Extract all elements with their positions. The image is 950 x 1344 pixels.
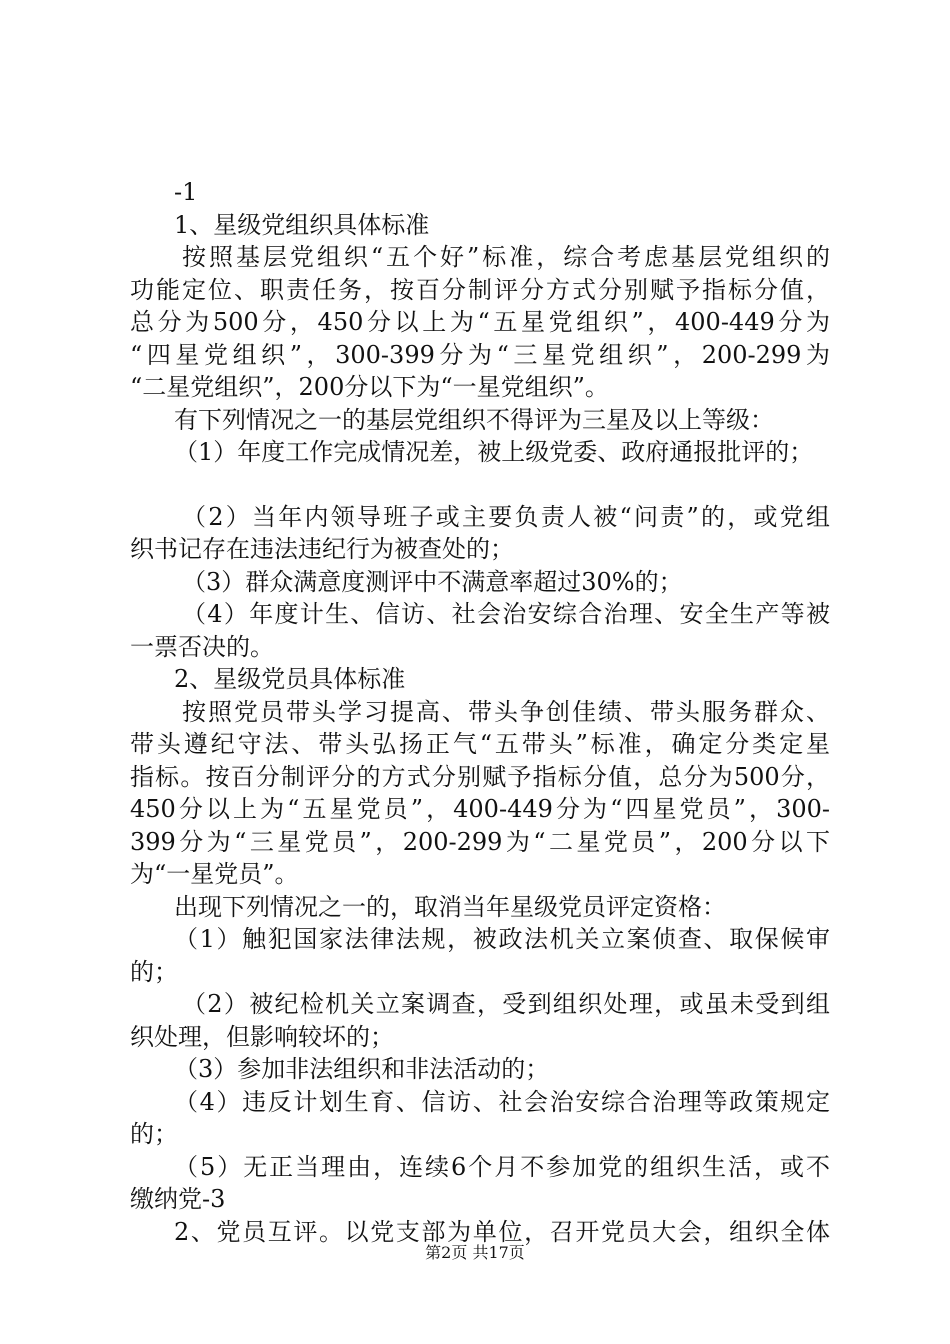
text-line: （3）群众满意度测评中不满意率超过30%的； (182, 567, 683, 596)
text-line: 织书记存在违法违纪行为被查处的； (130, 535, 514, 563)
text-line: （4）年度计生、信访、社会治安综合治理、安全生产等被 (182, 600, 830, 628)
text-line: -1 (174, 178, 198, 206)
page-footer: 第2页 共17页 (425, 1243, 525, 1262)
text-line: 有下列情况之一的基层党组织不得评为三星及以上等级： (174, 405, 774, 434)
text-line: 为“一星党员”。 (130, 860, 299, 888)
text-line: 按照党员带头学习提高、带头争创佳绩、带头服务群众、 (182, 697, 830, 726)
text-line: 的； (130, 1120, 178, 1148)
text-line: （5）无正当理由，连续6个月不参加党的组织生活，或不 (174, 1152, 830, 1181)
text-line: （2）被纪检机关立案调查，受到组织处理，或虽未受到组 (182, 990, 830, 1018)
text-line: 一票否决的。 (130, 632, 274, 661)
text-line: “二星党组织”，200分以下为“一星党组织”。 (130, 373, 609, 401)
text-line: （1）年度工作完成情况差，被上级党委、政府通报批评的； (174, 438, 814, 466)
text-line: 399分为“三星党员”，200-299为“二星党员”，200分以下 (130, 827, 830, 856)
text-line: （1）触犯国家法律法规，被政法机关立案侦查、取保候审 (174, 925, 830, 953)
text-line: 总分为500分，450分以上为“五星党组织”，400-449分为 (130, 308, 830, 336)
text-line: 缴纳党-3 (130, 1185, 226, 1213)
paragraph-gap (130, 469, 830, 501)
text-line: 450分以上为“五星党员”，400-449分为“四星党员”，300- (130, 795, 830, 823)
text-line: 出现下列情况之一的，取消当年星级党员评定资格： (174, 892, 726, 921)
text-line: 指标。按百分制评分的方式分别赋予指标分值，总分为500分， (130, 762, 830, 791)
text-line: （3）参加非法组织和非法活动的； (174, 1055, 550, 1083)
text-line: （4）违反计划生育、信访、社会治安综合治理等政策规定 (174, 1087, 830, 1116)
text-line: 织处理，但影响较坏的； (130, 1022, 394, 1051)
text-line: 2、星级党员具体标准 (174, 665, 406, 693)
text-line: （2）当年内领导班子或主要负责人被“问责”的，或党组 (182, 502, 830, 531)
text-line: “四星党组织”，300-399分为“三星党组织”，200-299为 (130, 340, 830, 369)
text-line: 按照基层党组织“五个好”标准，综合考虑基层党组织的 (182, 243, 830, 271)
text-line: 带头遵纪守法、带头弘扬正气“五带头”标准，确定分类定星 (130, 730, 830, 758)
text-line: 的； (130, 957, 178, 986)
text-line: 1、星级党组织具体标准 (174, 210, 430, 239)
document-body (130, 176, 830, 1248)
text-line: 功能定位、职责任务，按百分制评分方式分别赋予指标分值， (130, 275, 830, 304)
text-line: 2、党员互评。以党支部为单位，召开党员大会，组织全体 (174, 1217, 830, 1246)
